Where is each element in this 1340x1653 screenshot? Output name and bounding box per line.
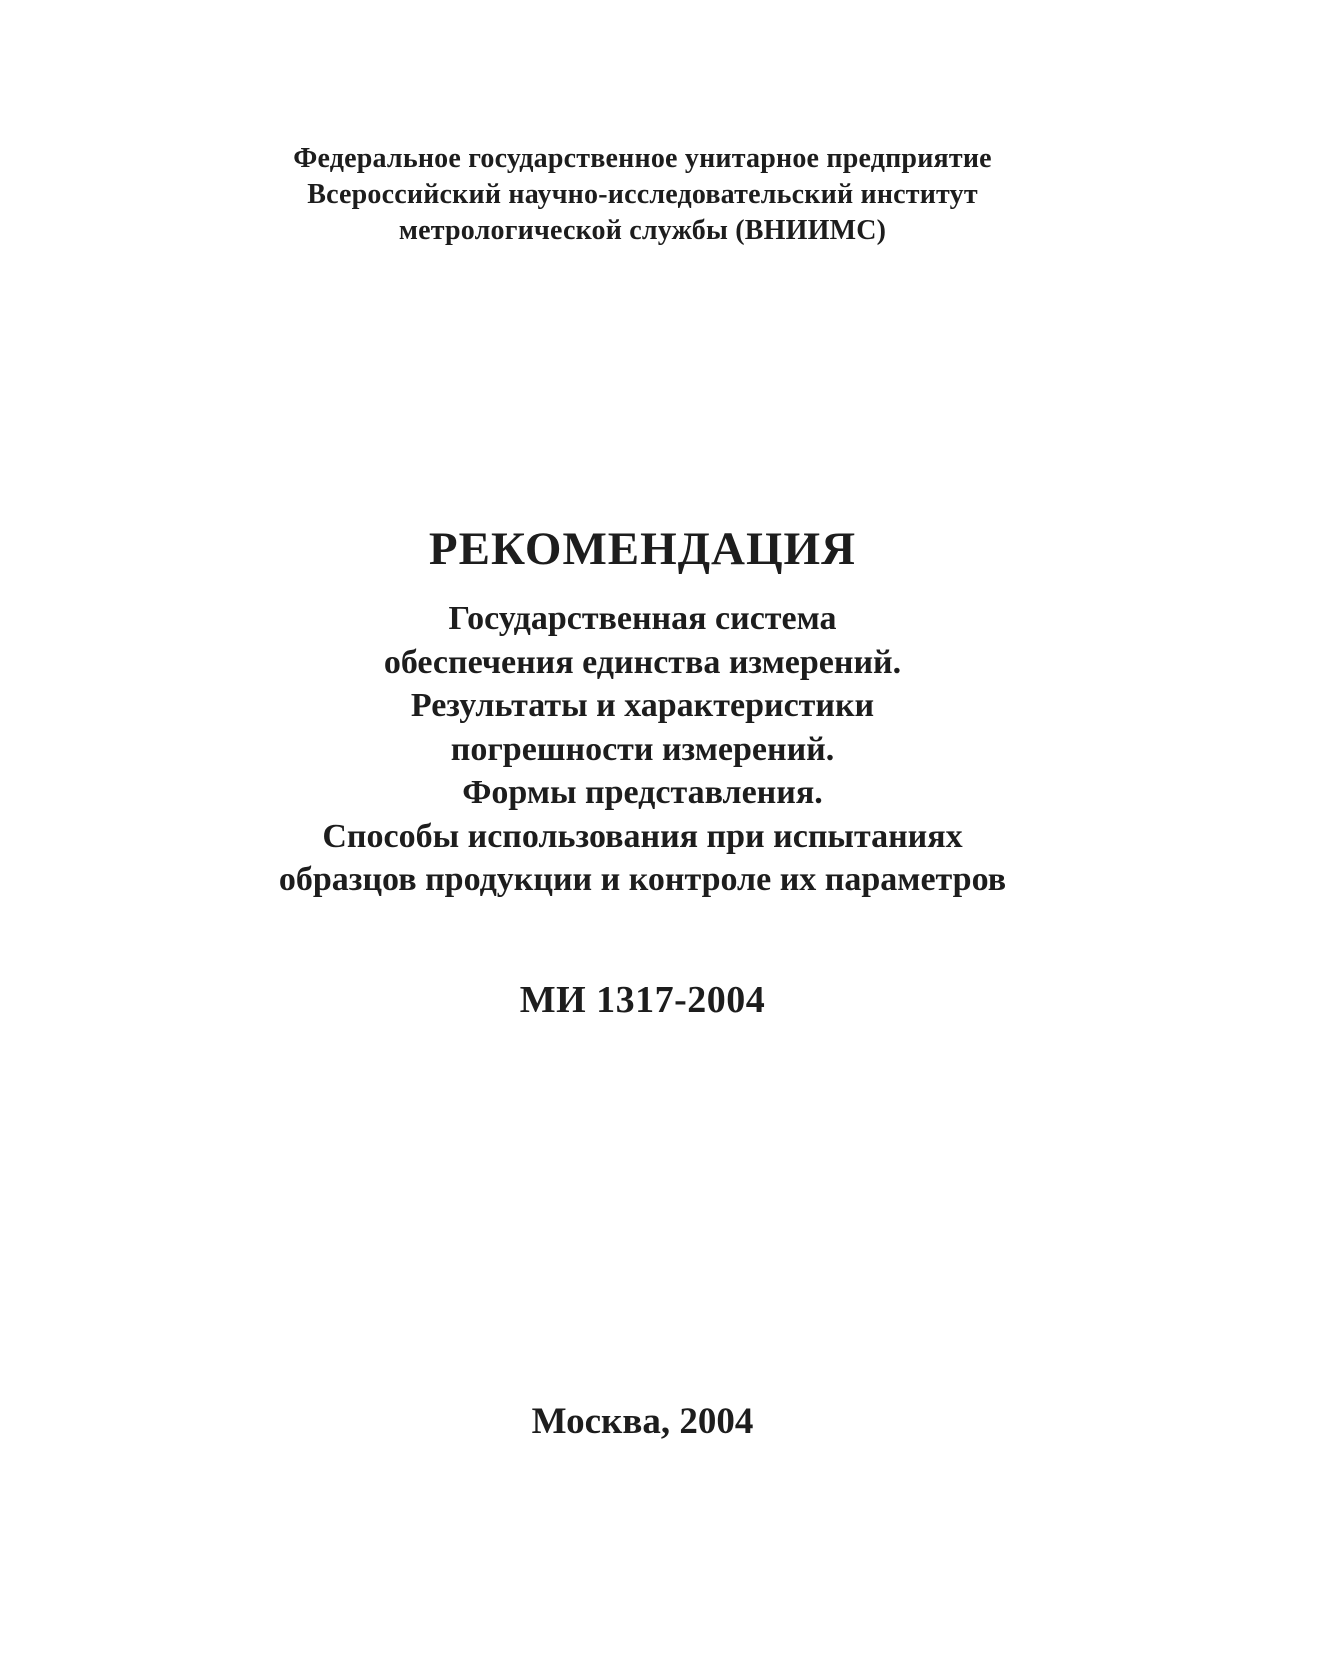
title-line: Результаты и характеристики: [410, 687, 875, 724]
organization-header: [0, 141, 1285, 249]
imprint-city-year: Москва, 2004: [531, 1401, 754, 1442]
title-line: Формы представления.: [462, 774, 823, 811]
title-line: обеспечения единства измерений.: [383, 643, 902, 681]
title-line: Государственная система: [448, 600, 837, 637]
organization-line-1: Федеральное государственное унитарное предприятие: [293, 143, 992, 174]
title-line: образцов продукции и контроле их параметров: [278, 861, 1007, 898]
organization-line-3: метрологической службы (ВНИИМС): [398, 215, 887, 246]
title-line: погрешности измерений.: [450, 730, 835, 768]
document-number: МИ 1317-2004: [519, 979, 766, 1021]
title-line: Способы использования при испытаниях: [322, 817, 963, 855]
document-title: [0, 597, 1285, 902]
organization-line-2: Всероссийский научно-исследовательский институт: [307, 179, 978, 210]
document-type-heading: РЕКОМЕНДАЦИЯ: [428, 523, 857, 575]
